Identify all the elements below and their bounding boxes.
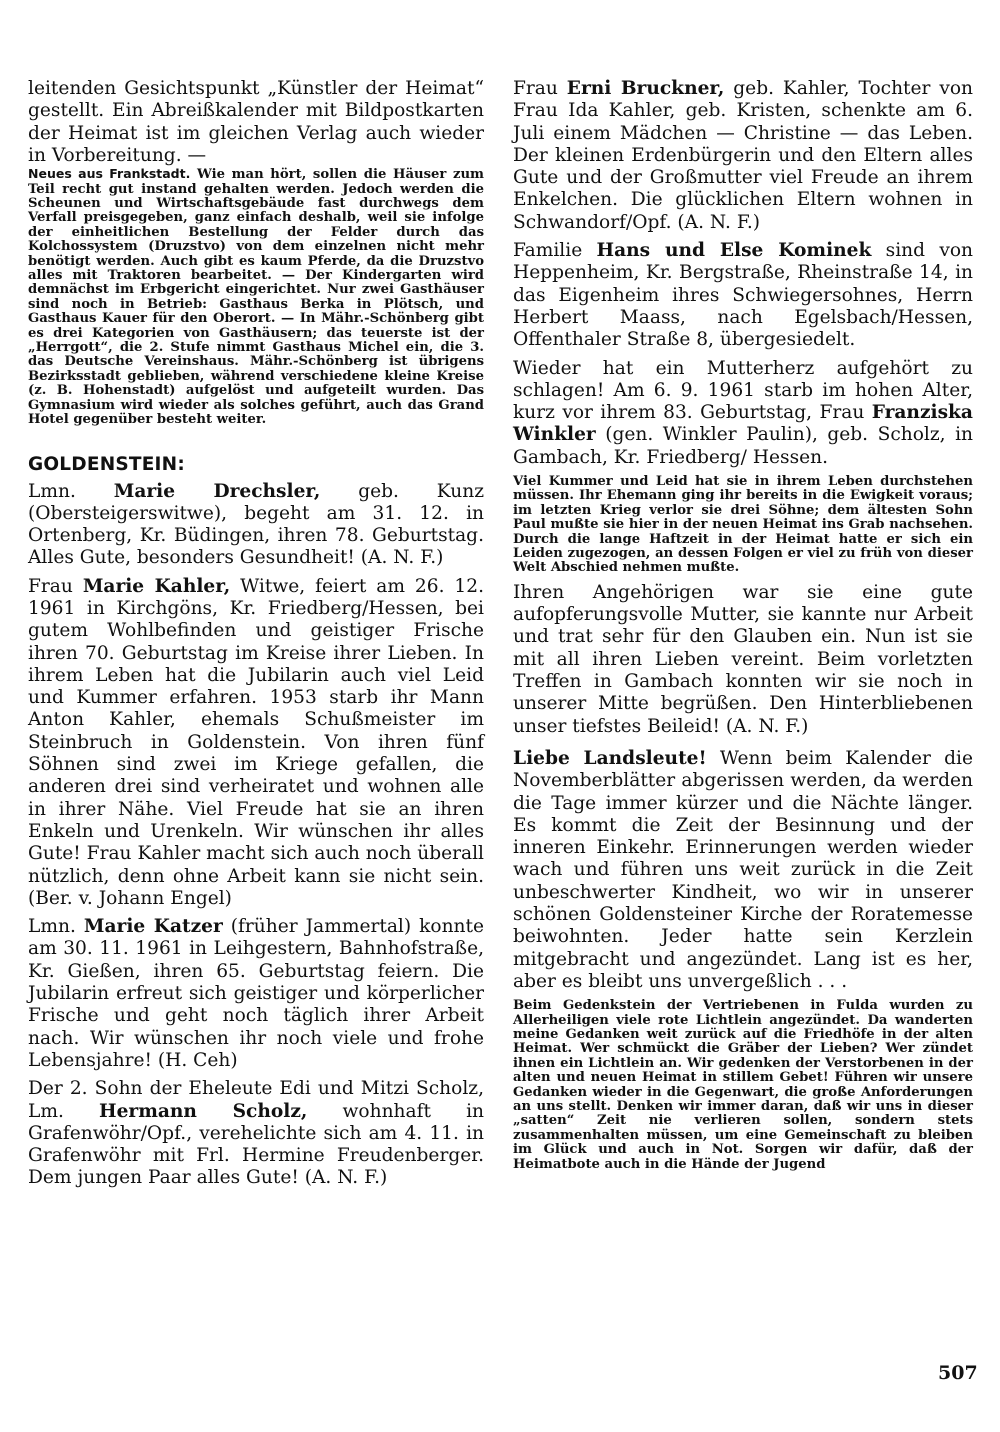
katzer-pre: Lmn. [28,916,76,938]
landsleute-lead: Liebe Landsleute! [513,747,707,769]
scholz-paragraph [28,1078,484,1189]
bruckner-name: Erni Bruckner, [566,78,725,99]
drechsler-text: geb. Kunz (Obersteigerswitwe), begeht am 31. 12. in Ortenberg, Kr. Büdingen, ihren 78. Geburtstag. Alles Gute, besonders Gesundheit! (A. N. F.) [28,480,484,569]
gedenkstein-paragraph: Beim Gedenkstein der Vertriebenen in Fulda wurden zu Allerheiligen viele rote Lichtlein angezündet. Da wanderten meine Gedanken weit zurück auf die Friedhöfe in der alten Heimat. Wer schmückt die Gräber der Lieben? Wer zündet ihnen ein Lichtlein an. Wir gedenken der Verstorbenen in der alten und neuen Heimat in stillem Gebet! Führen wir unsere Gedanken wieder in die Gegenwart, die große Anforderungen an uns stellt. Denken wir immer daran, daß wir uns in dieser „satten“ Zeit nie verlieren sollen, sondern stets zusammenhalten müssen, um eine Gemeinschaft zu bleiben im Glück und auch in Not. Sorgen wir dafür, daß der Heimatbote auch in die Hände der Jugend [513,998,973,1172]
kahler-paragraph [28,576,484,910]
winkler-text: (gen. Winkler Paulin), geb. Scholz, in Gambach, Kr. Friedberg/ Hessen. [513,424,973,468]
kahler-name: Marie Kahler, [82,575,231,597]
right-column [513,78,973,1172]
frankstadt-paragraph [28,167,484,427]
frankstadt-lead: Neues aus Frankstadt. [28,166,191,182]
scholz-pre: Der 2. Sohn der Eheleute Edi und Mitzi Scholz, Lm. [28,1078,484,1122]
bruckner-text: geb. Kahler, Tochter von Frau Ida Kahler, geb. Kristen, schenkte am 6. Juli einem Mädchen — Christine — das Leben. Der kleinen Erdenbürgerin und den Eltern alles Gute und der Großmutter viel Freude an ihrem Enkelchen. Die glücklichen Eltern wohnen in Schwandorf/Opf. (A. N. F.) [513,78,974,233]
drechsler-paragraph [28,481,484,570]
kahler-text: Witwe, feiert am 26. 12. 1961 in Kirchgöns, Kr. Friedberg/Hessen, bei gutem Wohlbefinden und geistiger Frische ihren 70. Geburtstag im Kreise ihrer Lieben. In ihrem Leben hat die Jubilarin auch viel Leid und Kummer erfahren. 1953 starb ihr Mann Anton Kahler, ehemals Schußmeister im Steinbruch in Goldenstein. Von ihren fünf Söhnen sind zwei im Kriege gefallen, die anderen drei sind verheiratet und wohnen alle in ihrer Nähe. Viel Freude hat sie an ihren Enkeln und Urenkeln. Wir wünschen ihr alles Gute! Frau Kahler macht sich auch noch überall nützlich, denn ohne Arbeit kann sie nicht sein. (Ber. v. Johann Engel) [28,575,485,909]
winkler-name: Franziska Winkler [513,402,973,446]
landsleute-paragraph [513,748,973,993]
kominek-pre: Familie [513,240,583,262]
section-heading: GOLDENSTEIN: [28,453,185,475]
bruckner-paragraph [513,78,973,234]
landsleute-text: Wenn beim Kalender die Novemberblätter abgerissen werden, da werden die Tage immer kürzer und die Nächte länger. Es kommt die Zeit der Besinnung und der inneren Einkehr. Erinnerungen werden wieder wach und führen uns weit zurück in die Zeit unbeschwerter Kindheit, wo wir in unserer schönen Goldensteiner Kirche der Roratemesse beiwohnten. Jeder hatte sein Kerzlein mitgebracht und angezündet. Lang ist es her, aber es bleibt uns unvergeßlich . . . [513,747,973,992]
scholz-name: Hermann Scholz, [99,1100,308,1122]
frankstadt-text: Wie man hört, sollen die Häuser zum Teil recht gut instand gehalten werden. Jedoch werden die Scheunen und Wirtschaftsgebäude fast durchwegs dem Verfall preisgegeben, ganz einfach deshalb, weil sie infolge der einheitlichen Bestellung der Felder durch das Kolchossystem (Druzstvo) von dem einzelnen nicht mehr benötigt werden. Auch gibt es kaum Pferde, da die Druzstvo alles mit Traktoren bearbeitet. — Der Kindergarten wird demnächst im Erbgericht eingerichtet. Nur zwei Gasthäuser sind noch in Betrieb: Gasthaus Berka in Plötsch, und Gasthaus Kauer für den Oberort. — In Mähr.-Schönberg gibt es drei Kategorien von Gasthäusern; das teuerste ist der „Herrgott“, die 2. Stufe nimmt Gasthaus Michel ein, die 3. das Deutsche Vereinshaus. Mähr.-Schönberg ist übrigens Bezirksstadt geblieben, während verschiedene kleine Kreise (z. B. Hohenstadt) aufgelöst und aufgeteilt wurden. Das Gymnasium wird wieder als solches geführt, auch das Grand Hotel gegenüber besteht weiter. [28,167,484,428]
winkler-paragraph [513,358,973,469]
katzer-text: (früher Jammertal) konnte am 30. 11. 1961 in Leihgestern, Bahnhofstraße, Kr. Gießen, ihren 65. Geburtstag feiern. Die Jubilarin erfreut sich geistiger und körperlicher Frische und geht noch täglich ihrer Arbeit nach. Wir wünschen ihr noch viele und frohe Lebensjahre! (H. Ceh) [28,916,484,1071]
kahler-pre: Frau [28,575,73,597]
kominek-text: sind von Heppenheim, Kr. Bergstraße, Rheinstraße 14, in das Eigenheim ihres Schwiegersohnes, Herrn Herbert Maass, nach Egelsbach/Hessen, Offenthaler Straße 8, übergesiedelt. [513,240,973,351]
scholz-text: wohnhaft in Grafenwöhr/Opf., verehelichte sich am 4. 11. in Grafenwöhr mit Frl. Hermine Freudenberger. Dem jungen Paar alles Gute! (A. N. F.) [28,1100,484,1189]
kummer-paragraph: Viel Kummer und Leid hat sie in ihrem Leben durchstehen müssen. Ihr Ehemann ging ihr bereits in die Ewigkeit voraus; im letzten Krieg verlor sie drei Söhne; dem ältesten Sohn Paul mußte sie hier in der neuen Heimat ins Grab nachsehen. Durch die lange Haftzeit in der Heimat hatte er sich ein Leiden zugezogen, an dessen Folgen er viel zu früh von dieser Welt Abschied nehmen mußte. [513,474,973,576]
drechsler-pre: Lmn. [28,480,76,502]
katzer-name: Marie Katzer [83,916,223,938]
kominek-paragraph [513,240,973,351]
intro-paragraph: leitenden Gesichtspunkt „Künstler der Heimat“ gestellt. Ein Abreißkalender mit Bildpostkarten der Heimat ist im gleichen Verlag auch wieder in Vorbereitung. — [28,78,484,166]
drechsler-name: Marie Drechsler, [113,480,321,502]
page-number: 507 [938,1362,978,1384]
winkler-pre: Wieder hat ein Mutterherz aufgehört zu schlagen! Am 6. 9. 1961 starb im hohen Alter, kurz vor ihrem 83. Geburtstag, Frau [513,357,973,424]
bruckner-pre: Frau [513,78,558,99]
left-column [28,78,484,1190]
katzer-paragraph [28,916,484,1072]
angehoerigen-paragraph: Ihren Angehörigen war sie eine gute aufopferungsvolle Mutter, sie kannte nur Arbeit und trat sehr für den Glauben ein. Nun ist sie mit all ihren Lieben vereint. Beim vorletzten Treffen in Gambach konnten wir sie noch in unserer Mitte begrüßen. Den Hinterbliebenen unser tiefstes Beileid! (A. N. F.) [513,581,973,737]
kominek-name: Hans und Else Kominek [596,240,872,262]
